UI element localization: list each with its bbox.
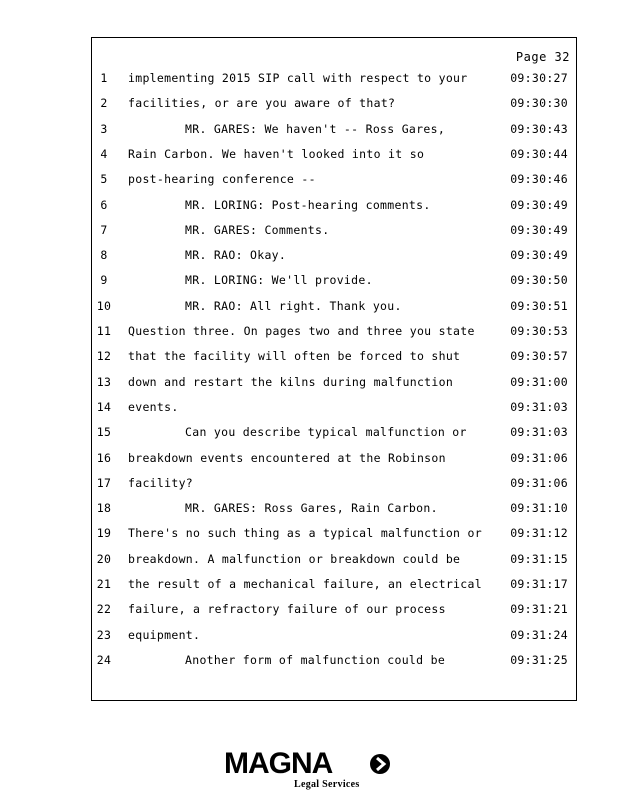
line-timestamp: 09:31:06: [510, 475, 568, 490]
transcript-line: [92, 96, 576, 116]
line-timestamp: 09:30:44: [510, 146, 568, 161]
line-timestamp: 09:31:06: [510, 450, 568, 465]
line-text: facility?: [128, 475, 194, 490]
line-timestamp: 09:30:46: [510, 172, 568, 187]
line-text: Can you describe typical malfunction or: [185, 425, 467, 440]
line-timestamp: 09:31:00: [510, 374, 568, 389]
line-text: Rain Carbon. We haven't looked into it so: [128, 146, 425, 161]
transcript-line: [92, 147, 576, 167]
line-number: 15: [96, 425, 112, 440]
transcript-line: [92, 273, 576, 293]
line-number: 5: [100, 172, 108, 187]
line-timestamp: 09:30:49: [510, 197, 568, 212]
line-number: 17: [96, 475, 112, 490]
line-timestamp: 09:30:51: [510, 298, 568, 313]
transcript-line: [92, 349, 576, 369]
line-number: 19: [96, 526, 112, 541]
transcript-line: [92, 526, 576, 546]
transcript-line: [92, 628, 576, 648]
line-number: 10: [96, 298, 112, 313]
logo-tagline: Legal Services: [294, 779, 360, 790]
line-number: 11: [96, 324, 112, 338]
page-number: Page 32: [515, 50, 570, 64]
line-timestamp: 09:30:30: [510, 96, 568, 111]
line-number: 7: [100, 222, 108, 237]
line-text: MR. LORING: We'll provide.: [185, 273, 373, 288]
line-number: 12: [96, 349, 112, 364]
line-timestamp: 09:31:15: [510, 551, 568, 566]
line-number: 1: [100, 71, 108, 85]
transcript-line: [92, 198, 576, 218]
line-text: There's no such thing as a typical malfunction or: [128, 526, 482, 541]
line-text: breakdown. A malfunction or breakdown could be: [128, 551, 461, 566]
transcript-line: [92, 375, 576, 395]
magna-logo: [224, 748, 394, 792]
line-number: 18: [96, 501, 112, 516]
line-number: 8: [100, 248, 108, 263]
line-number: 22: [96, 602, 112, 617]
line-timestamp: 09:31:25: [510, 652, 568, 667]
line-number: 3: [100, 121, 108, 136]
line-text: post-hearing conference --: [128, 172, 316, 187]
line-number: 16: [96, 450, 112, 465]
line-timestamp: 09:31:24: [510, 627, 568, 642]
line-number: 21: [96, 577, 112, 591]
logo-wordmark: MAGNA: [224, 747, 333, 780]
line-text: MR. RAO: Okay.: [185, 248, 287, 263]
line-timestamp: 09:30:49: [510, 248, 568, 263]
line-text: implementing 2015 SIP call with respect to your: [128, 71, 468, 85]
transcript-line: [92, 501, 576, 521]
line-number: 2: [100, 96, 108, 111]
line-timestamp: 09:31:17: [510, 577, 568, 591]
transcript-line: [92, 451, 576, 471]
line-timestamp: 09:30:50: [510, 273, 568, 288]
line-text: breakdown events encountered at the Robinson: [128, 450, 446, 465]
line-text: MR. RAO: All right. Thank you.: [185, 298, 402, 313]
transcript-line: [92, 223, 576, 243]
arrow-circle-icon: [369, 753, 391, 775]
line-number: 20: [96, 551, 112, 566]
line-text: down and restart the kilns during malfunction: [128, 374, 454, 389]
transcript-line: [92, 577, 576, 597]
transcript-line: [92, 71, 576, 91]
line-text: Question three. On pages two and three you state: [128, 324, 475, 338]
transcript-line: [92, 324, 576, 344]
transcript-page: [91, 37, 577, 701]
transcript-line: [92, 122, 576, 142]
transcript-line: [92, 476, 576, 496]
line-text: MR. GARES: Ross Gares, Rain Carbon.: [185, 501, 438, 516]
line-text: failure, a refractory failure of our process: [128, 602, 446, 617]
line-number: 24: [96, 652, 112, 667]
transcript-line: [92, 602, 576, 622]
line-number: 13: [96, 374, 112, 389]
line-timestamp: 09:31:21: [510, 602, 568, 617]
transcript-line: [92, 552, 576, 572]
line-timestamp: 09:30:49: [510, 222, 568, 237]
line-number: 14: [96, 399, 112, 414]
line-text: equipment.: [128, 627, 201, 642]
line-number: 23: [96, 627, 112, 642]
line-timestamp: 09:30:53: [510, 324, 568, 338]
line-timestamp: 09:30:57: [510, 349, 568, 364]
line-text: Another form of malfunction could be: [185, 652, 446, 667]
line-text: MR. GARES: Comments.: [185, 222, 330, 237]
line-number: 4: [100, 146, 108, 161]
line-number: 9: [100, 273, 108, 288]
line-text: that the facility will often be forced to shut: [128, 349, 461, 364]
line-timestamp: 09:31:03: [510, 399, 568, 414]
line-timestamp: 09:30:43: [510, 121, 568, 136]
line-timestamp: 09:31:12: [510, 526, 568, 541]
transcript-line: [92, 425, 576, 445]
transcript-line: [92, 172, 576, 192]
line-timestamp: 09:31:03: [510, 425, 568, 440]
line-timestamp: 09:31:10: [510, 501, 568, 516]
line-text: events.: [128, 399, 179, 414]
transcript-line: [92, 653, 576, 673]
transcript-line: [92, 299, 576, 319]
line-number: 6: [100, 197, 108, 212]
line-timestamp: 09:30:27: [510, 71, 568, 85]
line-text: facilities, or are you aware of that?: [128, 96, 396, 111]
transcript-line: [92, 248, 576, 268]
line-text: MR. GARES: We haven't -- Ross Gares,: [185, 121, 446, 136]
transcript-line: [92, 400, 576, 420]
line-text: the result of a mechanical failure, an electrical: [128, 577, 482, 591]
line-text: MR. LORING: Post-hearing comments.: [185, 197, 431, 212]
